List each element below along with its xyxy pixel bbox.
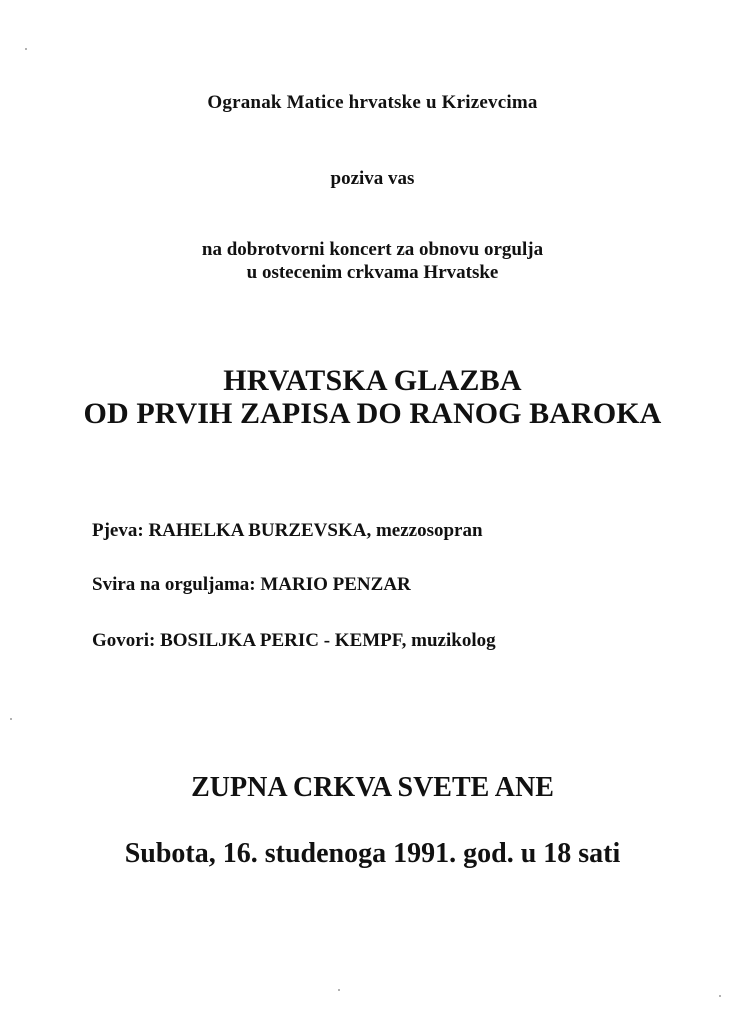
scan-speck — [719, 995, 721, 997]
purpose-line-2: u ostecenim crkvama Hrvatske — [246, 262, 499, 283]
scan-speck — [25, 48, 27, 50]
performer-speaker: Govori: BOSILJKA PERIC - KEMPF, muzikolog — [92, 630, 496, 651]
venue-line: ZUPNA CRKVA SVETE ANE — [191, 772, 554, 803]
performer-singer: Pjeva: RAHELKA BURZEVSKA, mezzosopran — [92, 520, 483, 541]
organizer-line: Ogranak Matice hrvatske u Krizevcima — [207, 92, 538, 113]
concert-title-line-2: OD PRVIH ZAPISA DO RANOG BAROKA — [83, 397, 662, 430]
performer-organist: Svira na orguljama: MARIO PENZAR — [92, 574, 411, 595]
purpose-line-1: na dobrotvorni koncert za obnovu orgulja — [201, 239, 544, 260]
date-time-line: Subota, 16. studenoga 1991. god. u 18 sati — [124, 838, 621, 869]
invite-text: poziva vas — [330, 168, 415, 189]
scan-speck — [10, 718, 12, 720]
scan-speck — [338, 989, 340, 991]
concert-title-line-1: HRVATSKA GLAZBA — [223, 364, 522, 397]
